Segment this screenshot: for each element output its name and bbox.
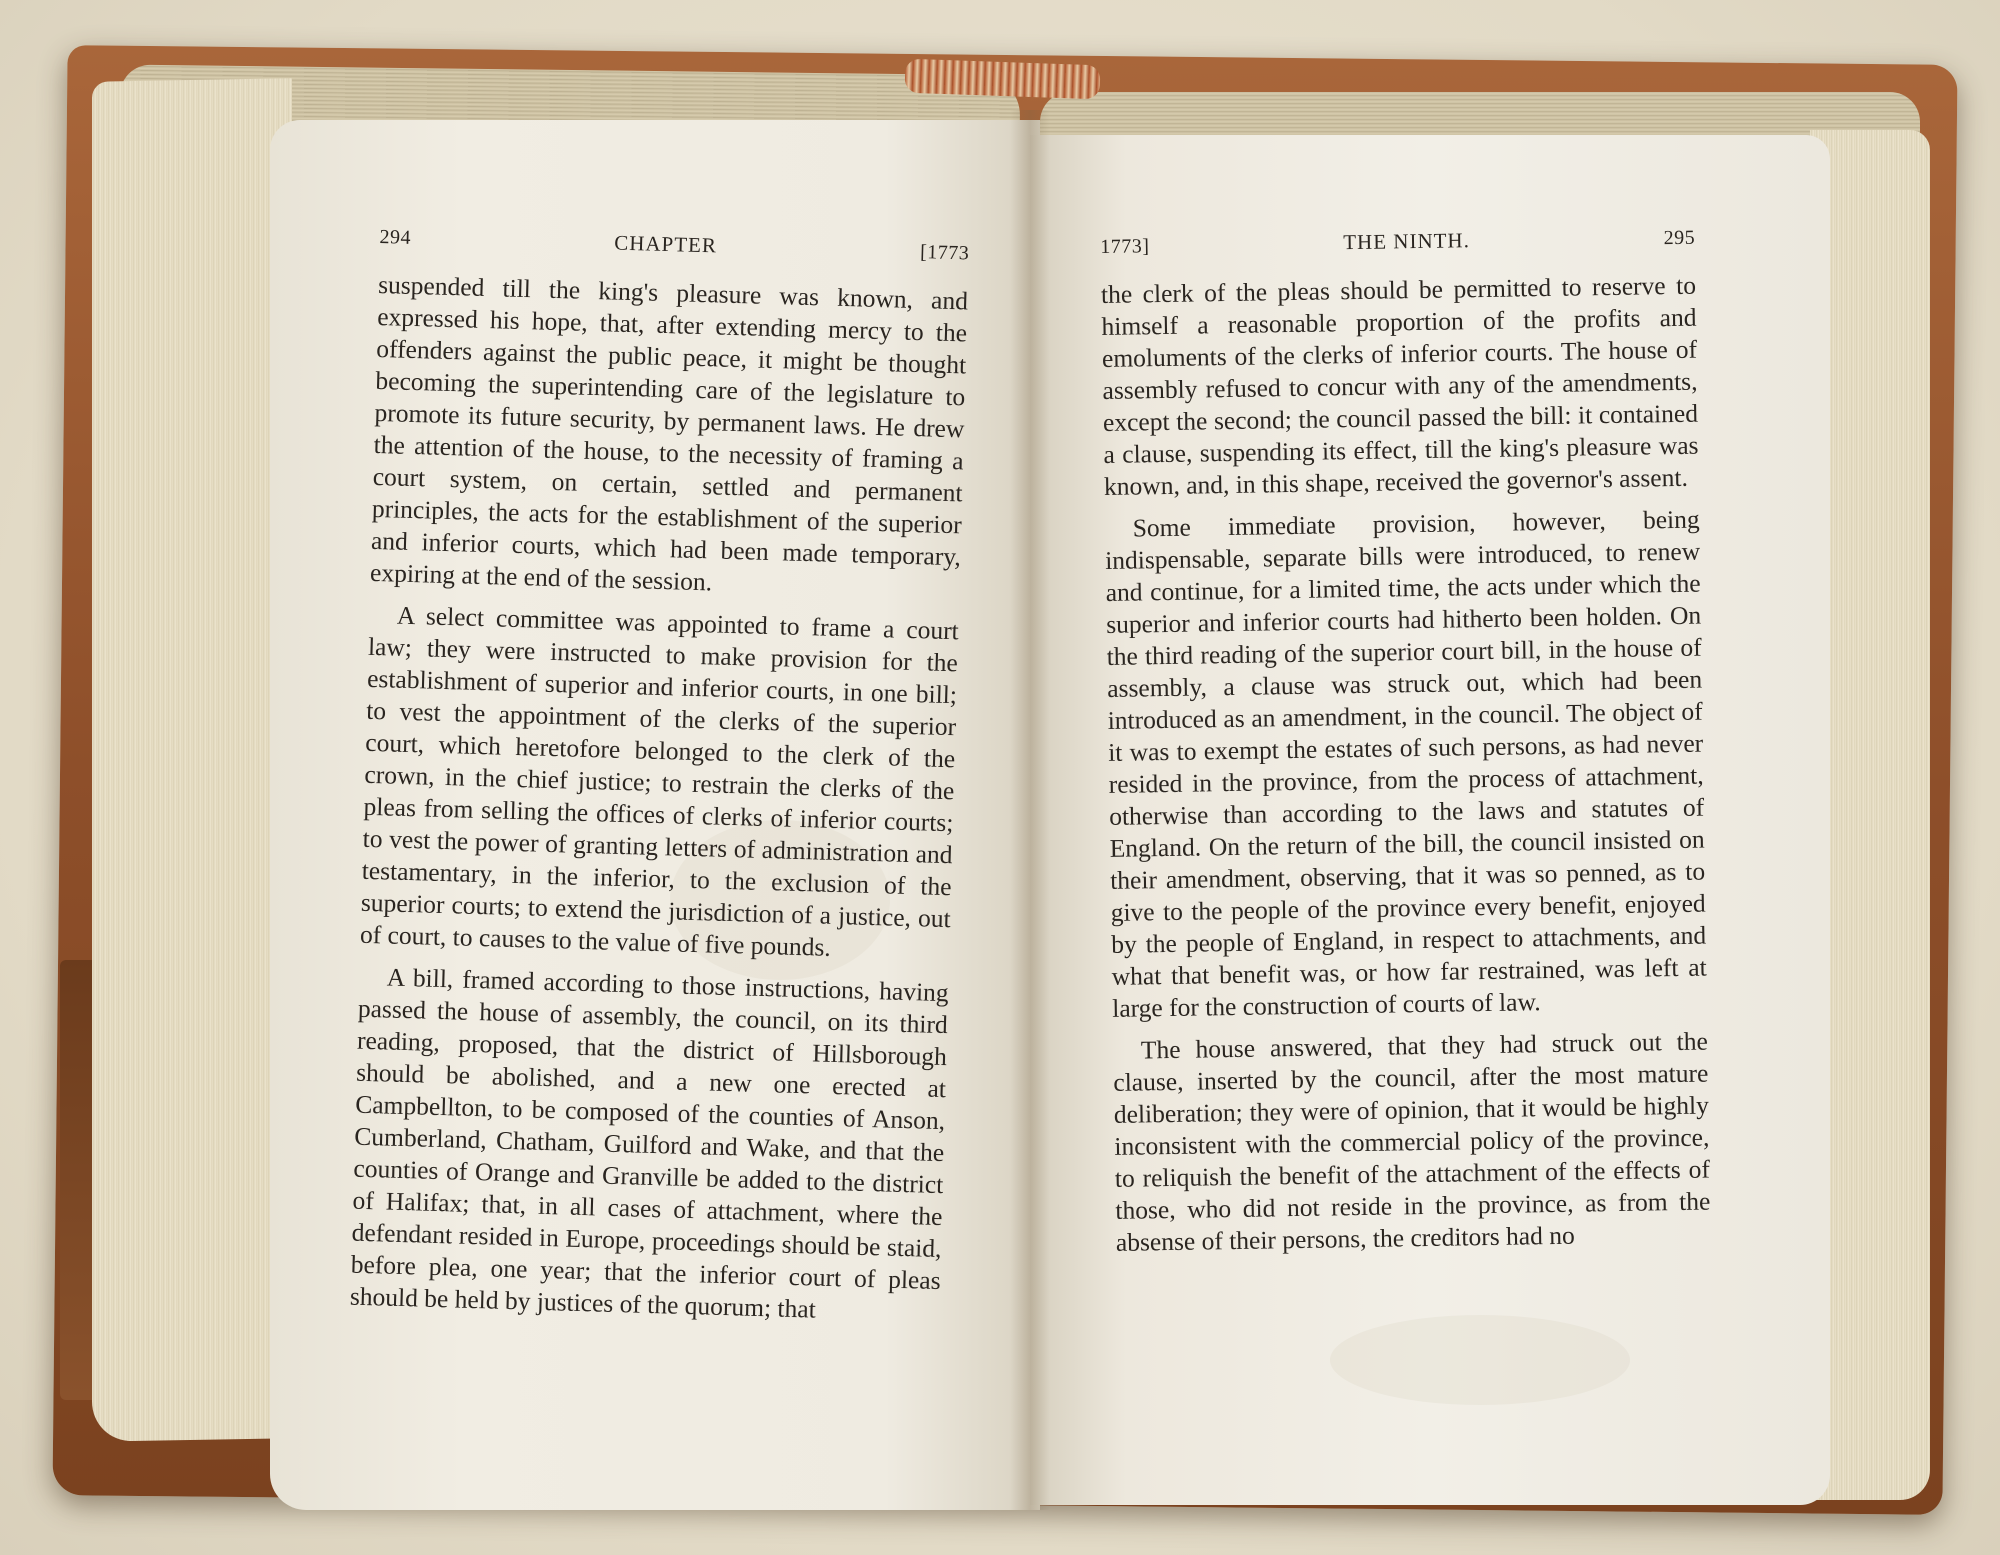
left-running-title: CHAPTER (613, 230, 718, 258)
right-running-head (1100, 221, 1695, 263)
right-running-title: THE NINTH. (1343, 228, 1471, 255)
right-year: 1773] (1100, 235, 1150, 258)
left-year: [1773 (919, 241, 970, 265)
right-paragraph-2: Some immediate provision, however, being indispensable, separate bills were introduced, to renew and continue, for a limited time, the acts under which the superior and inferior courts had hitherto been holden. On the third reading of the superior court bill, in the house of assembly, a clause was struck out, which had been introduced as an amendment, in the council. The object of it was to exempt the estates of such persons, as had never resided in the province, from the process of attachment, otherwise than according to the laws and statutes of England. On the return of the bill, the council insisted on their amendment, observing, that it was so penned, as to give to the people of the province every benefit, enjoyed by the people of England, in respect to attachments, and what that benefit was, or how far restrained, was left at large for the construction of courts of law. (1104, 504, 1707, 1023)
left-paragraph-1: suspended till the king's pleasure was known, and expressed his hope, that, after extending mercy to the offenders against the public peace, it might be thought becoming the superintending care of the legislature to promote its future security, by permanent laws. He drew the attention of the house, to the necessity of framing a court system, on certain, settled and permanent principles, the acts for the establishment of the superior and inferior courts, which had been made temporary, expiring at the end of the session. (369, 269, 969, 597)
right-paragraph-1: the clerk of the pleas should be permitted to reserve to himself a reasonable proportion of the profits and emoluments of the clerks of inferior courts. The house of assembly refused to concur with any of the amendments, except the second; the council passed the bill: it contained a clause, suspending its effect, till the king's pleasure was known, and, in this shape, received the governor's assent. (1100, 270, 1699, 501)
left-page-text (349, 220, 970, 1339)
left-running-head (379, 220, 970, 269)
right-page-number: 295 (1663, 226, 1696, 250)
left-paragraph-3: A bill, framed according to those instructions, having passed the house of assembly, the council, on its third reading, proposed, that the district of Hillsborough should be abolished, and a new one erected at Campbellton, to be composed of the counties of Anson, Cumberland, Chatham, Guilford and Wake, and that the counties of Orange and Granville be added to the district of Halifax; that, in all cases of attachment, where the defendant resided in Europe, proceedings should be staid, before plea, one year; that the inferior court of pleas should be held by justices of the quorum; that (349, 962, 950, 1324)
paper-stain (1330, 1315, 1630, 1405)
left-page (270, 120, 1040, 1510)
right-page (1030, 135, 1830, 1505)
left-paragraph-2: A select committee was appointed to frame a court law; they were instructed to make provision for the establishment of superior and inferior courts, in one bill; to vest the appointment of the clerks of the superior court, which heretofore belonged to the clerk of the crown, in the chief justice; to restrain the clerks of the pleas from selling the offices of clerks of inferior courts; to vest the power of granting letters of administration and testamentary, in the inferior, to the exclusion of the superior courts; to extend the jurisdiction of a justice, out of court, to causes to the value of five pounds. (359, 600, 960, 962)
right-page-text (1100, 221, 1711, 1269)
book-gutter (1010, 110, 1050, 1510)
page-block-edge-left (92, 78, 292, 1441)
spine-headband (904, 59, 1100, 100)
right-paragraph-3: The house answered, that they had struck out the clause, inserted by the council, after the most mature deliberation; they were of opinion, that it would be highly inconsistent with the commercial policy of the province, to reliquish the benefit of the attachment of the effects of those, who did not reside in the province, as from the absense of their persons, the creditors had no (1113, 1026, 1711, 1257)
left-page-number: 294 (379, 225, 412, 249)
